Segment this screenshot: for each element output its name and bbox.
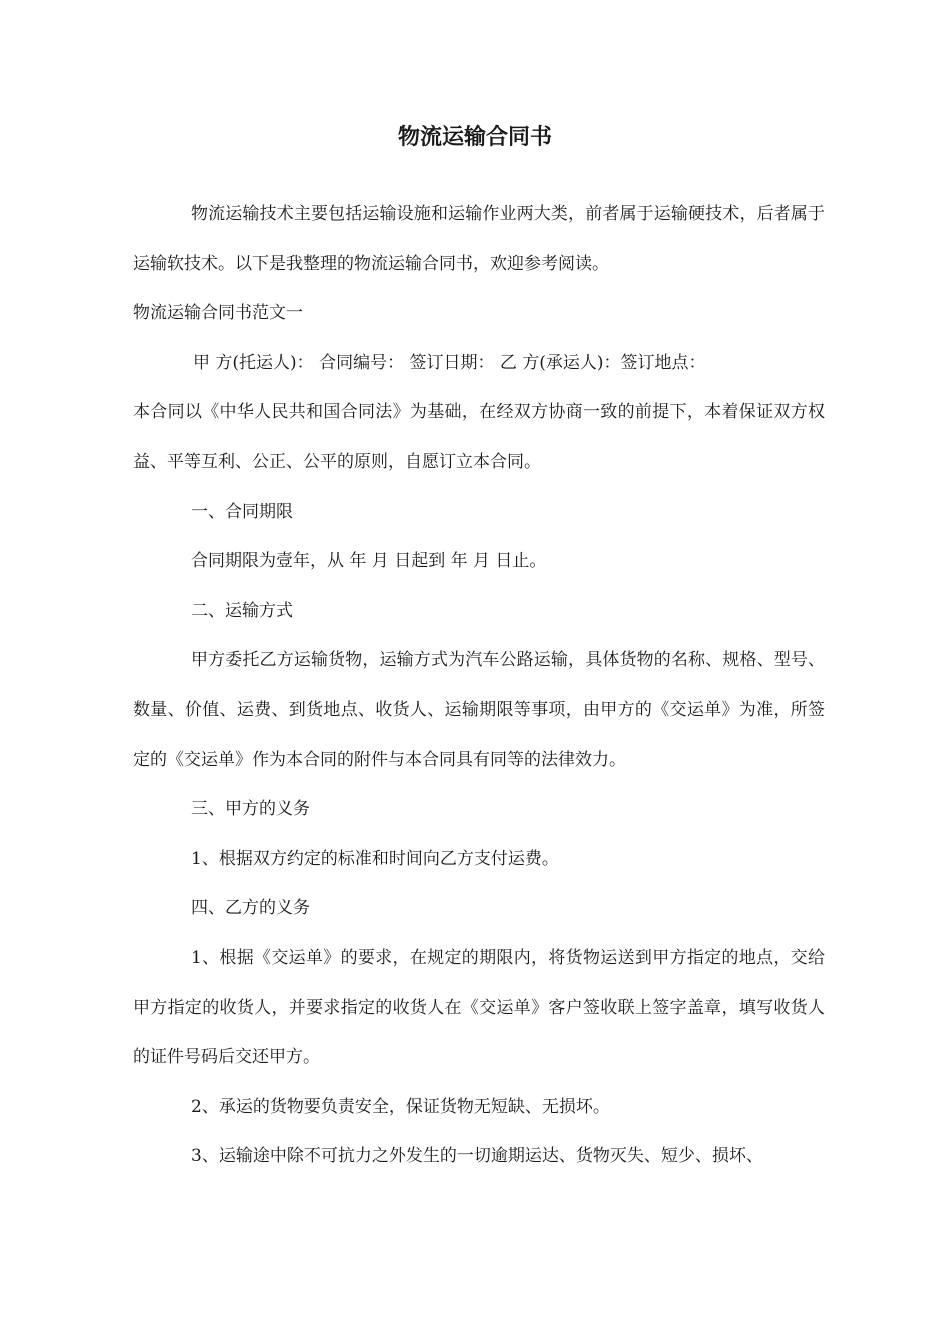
clause-heading-party-b-duties: 四、乙方的义务 (191, 898, 310, 919)
parties-line: 甲 方(托运人)： 合同编号： 签订日期： 乙 方(承运人)：签订地点： (193, 352, 706, 373)
clause-heading-party-a-duties: 三、甲方的义务 (191, 799, 310, 820)
clause-transport-text: 甲方委托乙方运输货物，运输方式为汽车公路运输，具体货物的名称、规格、型号、数量、价值、运费、到货地点、收货人、运输期限等事项，由甲方的《交运单》为准，所签定的《交运单》作为本合同的附件与本合同具有同等的法律效力。 (133, 650, 825, 770)
party-b-duty-2: 2、承运的货物要负责安全，保证货物无短缺、无损坏。 (191, 1096, 610, 1117)
party-a-duty-1: 1、根据双方约定的标准和时间向乙方支付运费。 (191, 848, 559, 869)
basis-paragraph: 本合同以《中华人民共和国合同法》为基础，在经双方协商一致的前提下，本着保证双方权益、平等互利、公正、公平的原则，自愿订立本合同。 (133, 402, 825, 472)
clause-heading-transport: 二、运输方式 (191, 600, 293, 621)
clause-term-text: 合同期限为壹年，从 年 月 日起到 年 月 日止。 (191, 551, 547, 572)
clause-heading-term: 一、合同期限 (191, 501, 293, 522)
party-b-duty-1: 1、根据《交运单》的要求，在规定的期限内，将货物运送到甲方指定的地点，交给甲方指定的收货人，并要求指定的收货人在《交运单》客户签收联上签字盖章，填写收货人的证件号码后交还甲方。 (133, 947, 825, 1068)
document-title: 物流运输合同书 (397, 125, 552, 150)
document-body (133, 190, 825, 1182)
intro-paragraph: 物流运输技术主要包括运输设施和运输作业两大类，前者属于运输硬技术，后者属于运输软技术。以下是我整理的物流运输合同书，欢迎参考阅读。 (133, 204, 825, 274)
party-b-duty-3: 3、运输途中除不可抗力之外发生的一切逾期运达、货物灭失、短少、损坏、 (191, 1146, 763, 1167)
section-heading-sample-one: 物流运输合同书范文一 (133, 303, 303, 324)
